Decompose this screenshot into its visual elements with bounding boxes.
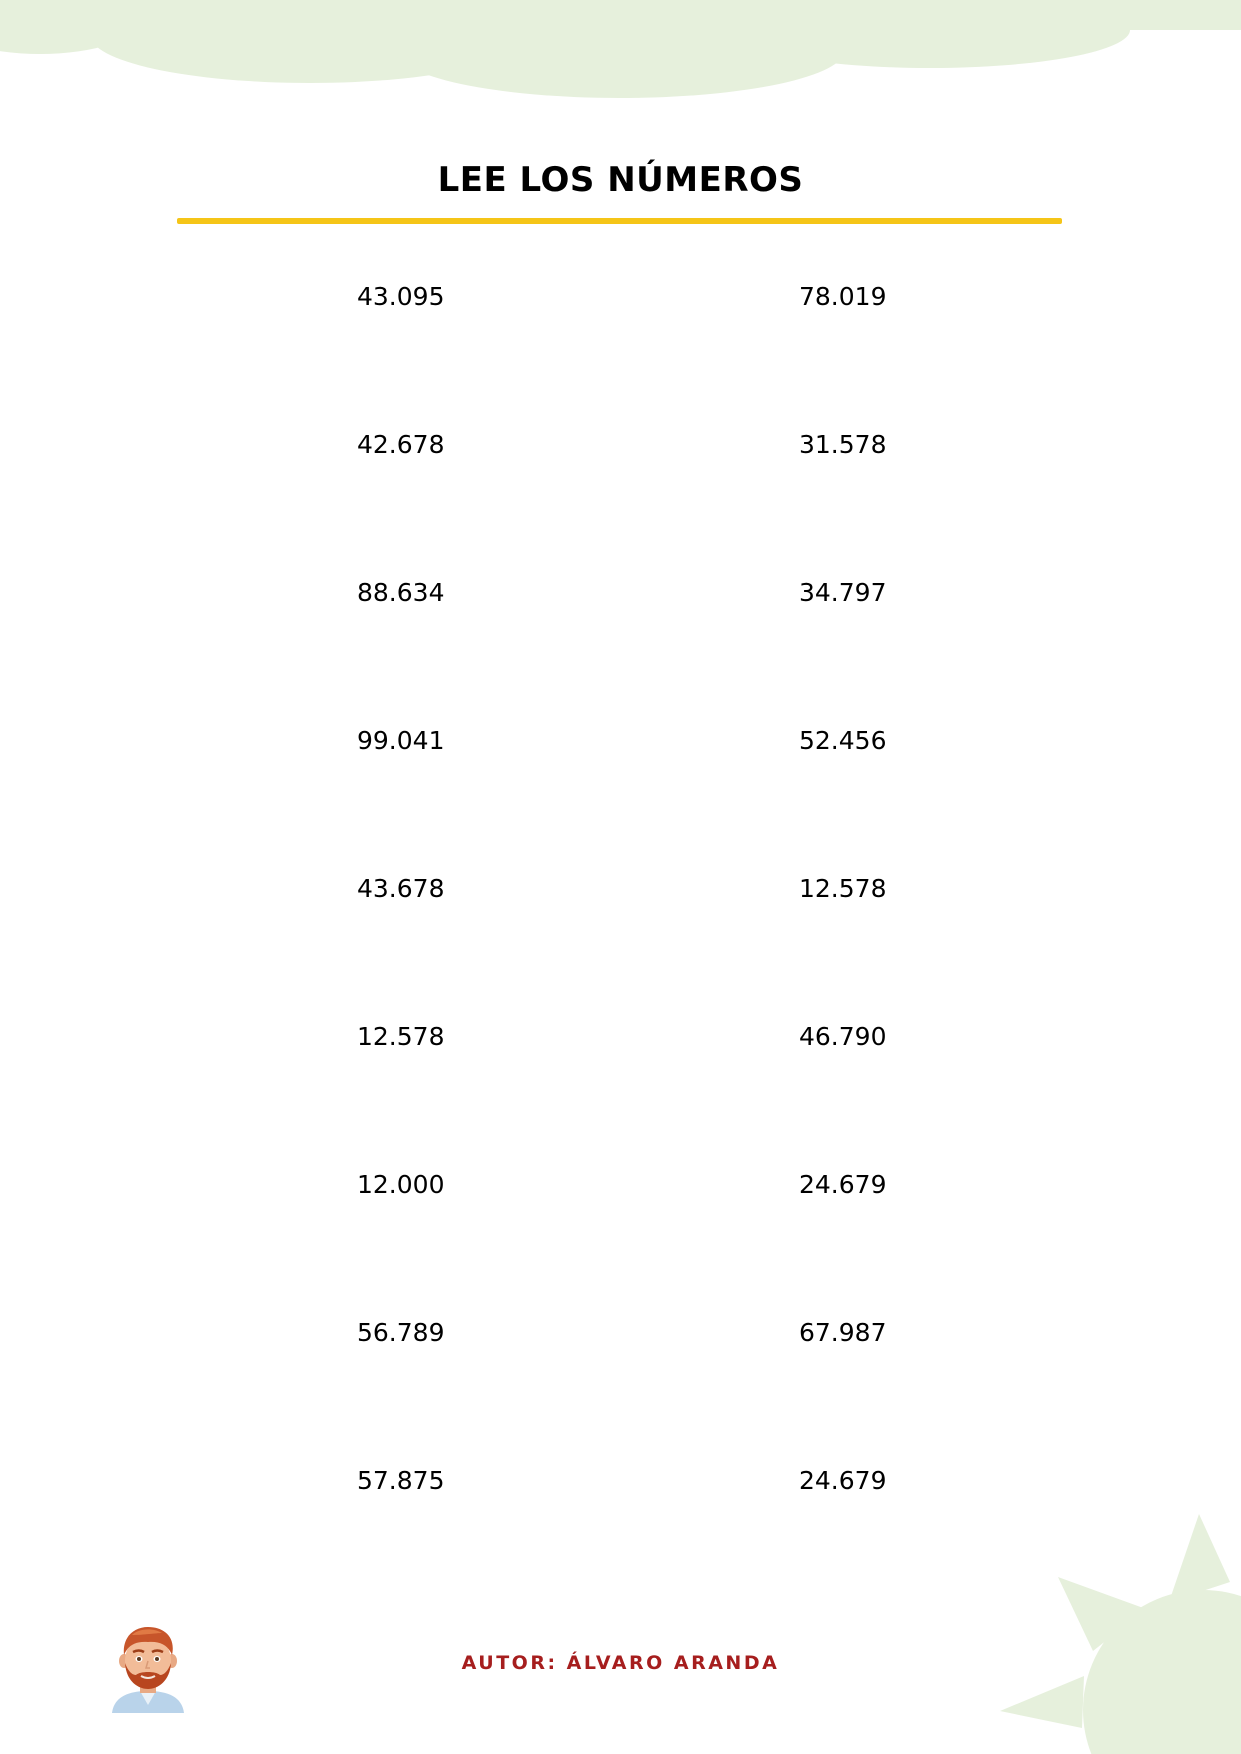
numbers-grid [0, 282, 1241, 1614]
number-right: 12.578 [799, 874, 887, 903]
number-right: 24.679 [799, 1170, 887, 1199]
cloud-fill [0, 0, 1241, 98]
number-right: 67.987 [799, 1318, 887, 1347]
number-right: 46.790 [799, 1022, 887, 1051]
page-title: LEE LOS NÚMEROS [437, 160, 804, 200]
number-left: 42.678 [357, 430, 445, 459]
number-row [0, 726, 1241, 874]
number-right: 52.456 [799, 726, 887, 755]
number-left: 99.041 [357, 726, 445, 755]
number-row [0, 578, 1241, 726]
cloud-shape-icon [0, 0, 1241, 110]
number-row [0, 874, 1241, 1022]
number-left: 12.000 [357, 1170, 445, 1199]
title-underline [177, 218, 1062, 224]
number-right: 34.797 [799, 578, 887, 607]
number-left: 43.678 [357, 874, 445, 903]
number-row [0, 282, 1241, 430]
number-left: 56.789 [357, 1318, 445, 1347]
number-left: 88.634 [357, 578, 445, 607]
number-right: 78.019 [799, 282, 887, 311]
number-right: 24.679 [799, 1466, 887, 1495]
number-row [0, 1466, 1241, 1614]
author-credit: AUTOR: ÁLVARO ARANDA [461, 1652, 780, 1674]
number-row [0, 1022, 1241, 1170]
number-right: 31.578 [799, 430, 887, 459]
number-row [0, 1170, 1241, 1318]
number-row [0, 1318, 1241, 1466]
number-left: 43.095 [357, 282, 445, 311]
number-row [0, 430, 1241, 578]
number-left: 12.578 [357, 1022, 445, 1051]
number-left: 57.875 [357, 1466, 445, 1495]
